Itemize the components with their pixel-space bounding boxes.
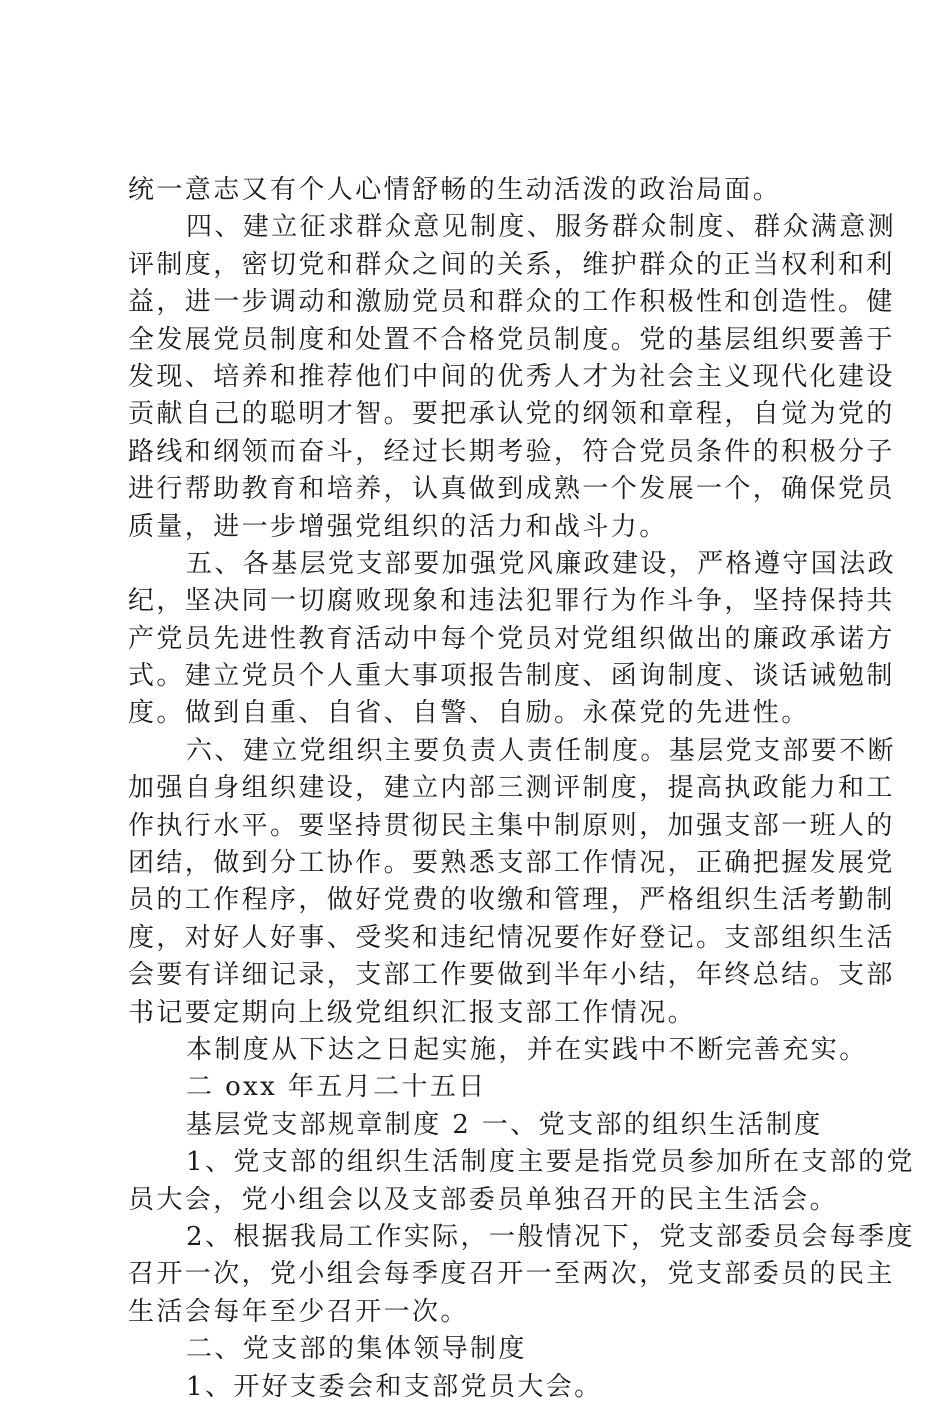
text-line: 产党员先进性教育活动中每个党员对党组织做出的廉政承诺方 [128,623,895,654]
text-line: 益，进一步调动和激励党员和群众的工作积极性和创造性。健 [128,287,895,318]
text-line: 员大会，党小组会以及支部委员单独召开的民主生活会。 [128,1184,839,1215]
text-line: 统一意志又有个人心情舒畅的生动活泼的政治局面。 [128,175,782,205]
text-line: 书记要定期向上级党组织汇报支部工作情况。 [128,997,697,1028]
text-line: 基层党支部规章制度 2 一、党支部的组织生活制度 [186,1109,823,1140]
text-line: 团结，做到分工协作。要熟悉支部工作情况，正确把握发展党 [128,848,895,879]
text-line: 会要有详细记录，支部工作要做到半年小结，年终总结。支部 [128,960,895,991]
text-line: 进行帮助教育和培养，认真做到成熟一个发展一个，确保党员 [128,474,895,505]
text-line: 五、各基层党支部要加强党风廉政建设，严格遵守国法政 [186,548,897,579]
text-line: 四、建立征求群众意见制度、服务群众制度、群众满意测 [186,212,897,243]
text-line: 本制度从下达之日起实施，并在实践中不断完善充实。 [186,1034,868,1065]
text-line: 纪，坚决同一切腐败现象和违法犯罪行为作斗争，坚持保持共 [128,586,895,617]
text-line: 式。建立党员个人重大事项报告制度、函询制度、谈话诫勉制 [128,661,895,692]
text-line: 作执行水平。要坚持贯彻民主集中制原则，加强支部一班人的 [128,810,895,841]
text-line: 评制度，密切党和群众之间的关系，维护群众的正当权利和利 [128,249,895,280]
document-body [128,172,915,1406]
text-line: 贡献自己的聪明才智。要把承认党的纲领和章程，自觉为党的 [128,399,895,430]
text-line: 度。做到自重、自省、自警、自励。永葆党的先进性。 [128,698,810,729]
text-line: 质量，进一步增强党组织的活力和战斗力。 [128,511,668,542]
text-line: 员的工作程序，做好党费的收缴和管理，严格组织生活考勤制 [128,885,895,916]
text-line: 加强自身组织建设，建立内部三测评制度，提高执政能力和工 [128,773,895,804]
text-line: 1、开好支委会和支部党员大会。 [186,1371,603,1402]
text-line: 二、党支部的集体领导制度 [186,1334,527,1365]
text-line: 二 oxx 年五月二十五日 [186,1072,487,1103]
text-line: 生活会每年至少召开一次。 [128,1296,469,1327]
text-line: 路线和纲领而奋斗，经过长期考验，符合党员条件的积极分子 [128,436,895,467]
text-line: 发现、培养和推荐他们中间的优秀人才为社会主义现代化建设 [128,361,895,392]
text-line: 召开一次，党小组会每季度召开一至两次，党支部委员的民主 [128,1259,895,1290]
text-line: 度，对好人好事、受奖和违纪情况要作好登记。支部组织生活 [128,922,895,953]
text-line: 2、根据我局工作实际，一般情况下，党支部委员会每季度 [186,1221,915,1252]
text-line: 六、建立党组织主要负责人责任制度。基层党支部要不断 [186,735,897,766]
text-line: 1、党支部的组织生活制度主要是指党员参加所在支部的党 [186,1147,915,1178]
text-line: 全发展党员制度和处置不合格党员制度。党的基层组织要善于 [128,324,895,355]
